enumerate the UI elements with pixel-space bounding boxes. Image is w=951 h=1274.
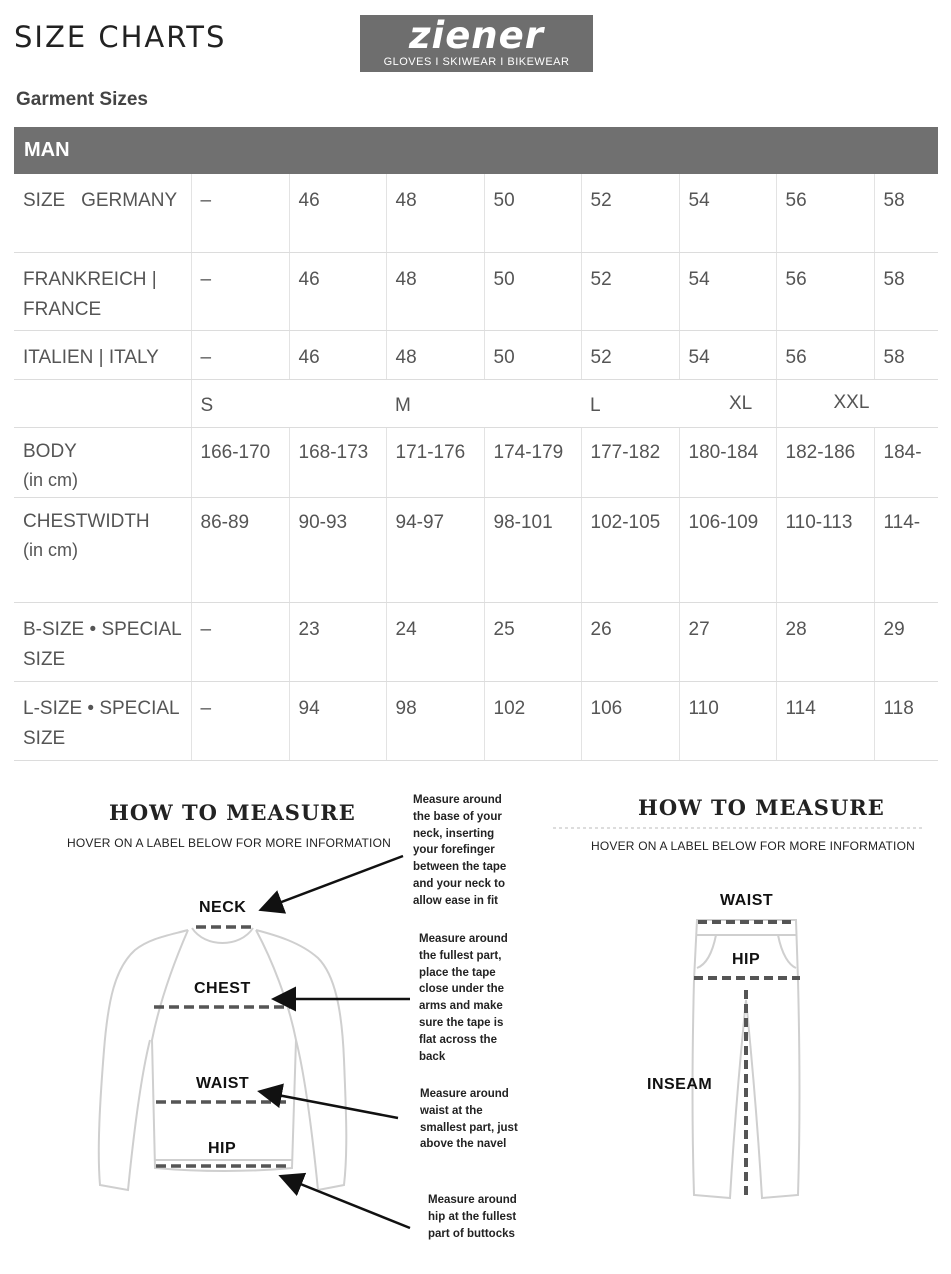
table-cell: 48 [386, 331, 484, 380]
table-cell: 180-184 [679, 428, 776, 498]
section-title: Garment Sizes [16, 89, 148, 110]
table-cell: 98-101 [484, 498, 581, 603]
row-label-main: CHESTWIDTH [23, 511, 150, 532]
size-letter: S [200, 395, 214, 416]
table-cell: 54 [679, 331, 776, 380]
row-label: FRANKREICH | FRANCE [14, 253, 191, 331]
row-label: B-SIZE • SPECIAL SIZE [14, 603, 191, 682]
size-letter: L [590, 395, 601, 416]
label-chest[interactable]: CHEST [194, 980, 251, 997]
table-cell: 28 [776, 603, 874, 682]
table-cell: 58 [874, 174, 938, 253]
table-cell: 50 [484, 174, 581, 253]
label-trousers-waist[interactable]: WAIST [720, 892, 774, 909]
label-waist[interactable]: WAIST [196, 1075, 250, 1092]
table-cell: 171-176 [386, 428, 484, 498]
table-cell: – [191, 603, 289, 682]
table-cell: – [191, 331, 289, 380]
brand-tagline: GLOVES I SKIWEAR I BIKEWEAR [383, 56, 570, 68]
table-cell: 177-182 [581, 428, 679, 498]
table-cell: 26 [581, 603, 679, 682]
table-cell: 90-93 [289, 498, 386, 603]
table-cell: – [191, 253, 289, 331]
row-label: L-SIZE • SPECIAL SIZE [14, 682, 191, 761]
table-cell: 118 [874, 682, 938, 761]
table-cell: 184- [874, 428, 938, 498]
table-cell: 110-113 [776, 498, 874, 603]
row-label-unit: (in cm) [23, 470, 78, 490]
table-cell: 52 [581, 253, 679, 331]
table-cell: 27 [679, 603, 776, 682]
table-cell: 48 [386, 253, 484, 331]
row-label-unit: (in cm) [23, 540, 78, 560]
table-cell: 48 [386, 174, 484, 253]
row-label: ITALIEN | ITALY [14, 331, 191, 380]
table-cell: 25 [484, 603, 581, 682]
table-cell: 110 [679, 682, 776, 761]
table-cell: 50 [484, 253, 581, 331]
how-to-measure-title-trousers: HOW TO MEASURE [638, 795, 885, 820]
table-cell: 50 [484, 331, 581, 380]
table-cell: 56 [776, 253, 874, 331]
size-letter: M [395, 395, 411, 416]
row-label: SIZE GERMANY [14, 174, 191, 253]
table-cell: 174-179 [484, 428, 581, 498]
brand-name: ziener [409, 14, 544, 57]
table-cell: 114- [874, 498, 938, 603]
page-title: SIZE CHARTS [14, 20, 227, 54]
table-cell: 168-173 [289, 428, 386, 498]
table-cell: 102 [484, 682, 581, 761]
table-cell: 182-186 [776, 428, 874, 498]
table-cell: 46 [289, 253, 386, 331]
table-cell: 94 [289, 682, 386, 761]
label-hip[interactable]: HIP [208, 1140, 237, 1157]
table-cell: 56 [776, 174, 874, 253]
table-cell: 98 [386, 682, 484, 761]
table-cell: 166-170 [191, 428, 289, 498]
hover-hint: HOVER ON A LABEL BELOW FOR MORE INFORMATION [67, 836, 391, 850]
hover-hint-trousers: HOVER ON A LABEL BELOW FOR MORE INFORMATION [591, 839, 915, 853]
table-cell: 54 [679, 174, 776, 253]
table-cell: 54 [679, 253, 776, 331]
table-cell: 58 [874, 331, 938, 380]
note-neck: Measure around the base of your neck, inserting your forefinger between the tape and your neck to allow ease in fit [413, 794, 507, 907]
note-waist: Measure around waist at the smallest part, just above the navel [420, 1088, 518, 1151]
label-inseam[interactable]: INSEAM [647, 1076, 713, 1093]
table-cell: – [191, 682, 289, 761]
label-neck[interactable]: NECK [199, 899, 247, 916]
table-cell: 106 [581, 682, 679, 761]
table-cell: 114 [776, 682, 874, 761]
note-chest: Measure around the fullest part, place the tape close under the arms and make sure the tape is flat across the back [419, 933, 508, 1063]
table-header-man: MAN [14, 127, 938, 174]
table-cell: 29 [874, 603, 938, 682]
note-hip: Measure around hip at the fullest part of buttocks [428, 1194, 517, 1240]
table-cell: 23 [289, 603, 386, 682]
table-cell: 102-105 [581, 498, 679, 603]
table-cell: 94-97 [386, 498, 484, 603]
label-trousers-hip[interactable]: HIP [732, 951, 761, 968]
row-label-main: BODY [23, 441, 77, 462]
table-cell: 106-109 [679, 498, 776, 603]
size-letter: XXL [833, 392, 870, 413]
table-cell: 56 [776, 331, 874, 380]
table-cell: 86-89 [191, 498, 289, 603]
how-to-measure-title: HOW TO MEASURE [109, 800, 356, 825]
pointer-arrows [262, 856, 410, 1228]
table-cell: 52 [581, 331, 679, 380]
table-cell: – [191, 174, 289, 253]
table-cell: 52 [581, 174, 679, 253]
table-cell: 46 [289, 174, 386, 253]
table-cell: 58 [874, 253, 938, 331]
table-cell: 24 [386, 603, 484, 682]
table-cell: 46 [289, 331, 386, 380]
size-letter: XL [729, 393, 753, 414]
